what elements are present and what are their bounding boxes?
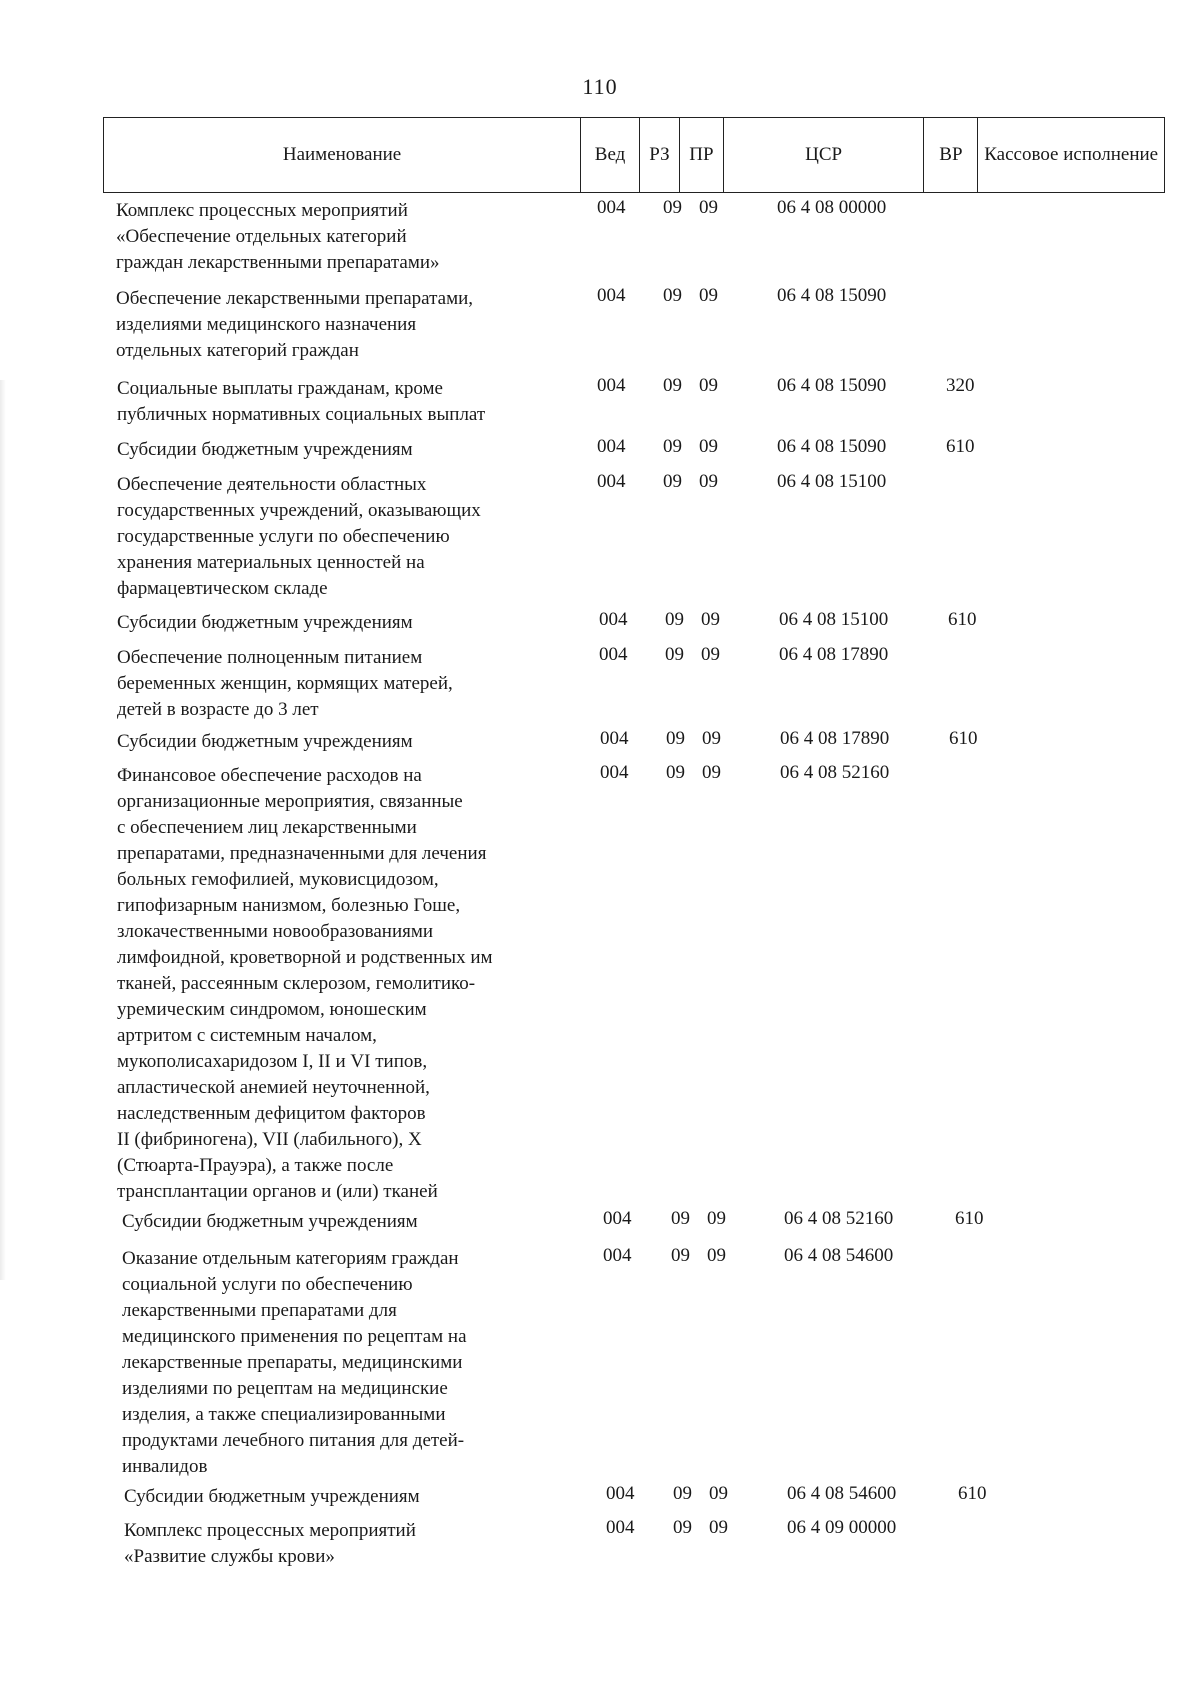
row-rz: 09 bbox=[666, 762, 685, 783]
row-ved: 004 bbox=[597, 197, 626, 218]
row-rz: 09 bbox=[666, 728, 685, 749]
row-rz: 09 bbox=[671, 1245, 690, 1266]
row-ved: 004 bbox=[597, 471, 626, 492]
row-pr: 09 bbox=[699, 471, 718, 492]
row-csr: 06 4 08 15090 bbox=[777, 436, 887, 457]
header-ved: Вед bbox=[581, 118, 640, 192]
row-csr: 06 4 08 17890 bbox=[780, 728, 890, 749]
row-vr: 610 bbox=[949, 728, 978, 749]
row-pr: 09 bbox=[699, 375, 718, 396]
row-csr: 06 4 08 15100 bbox=[777, 471, 887, 492]
row-ved: 004 bbox=[600, 762, 629, 783]
row-name: Субсидии бюджетным учреждениям bbox=[117, 731, 413, 752]
row-ved: 004 bbox=[599, 644, 628, 665]
header-sum: Кассовое исполнение bbox=[984, 144, 1159, 165]
row-pr: 09 bbox=[702, 728, 721, 749]
row-rz: 09 bbox=[663, 436, 682, 457]
header-rz: РЗ bbox=[640, 118, 680, 192]
row-pr: 09 bbox=[707, 1208, 726, 1229]
row-name: Комплекс процессных мероприятий «Развитие службы крови» bbox=[124, 1520, 416, 1567]
row-csr: 06 4 08 00000 bbox=[777, 197, 887, 218]
row-name: Субсидии бюджетным учреждениям bbox=[124, 1486, 420, 1507]
header-name: Наименование bbox=[104, 118, 581, 192]
row-name: Субсидии бюджетным учреждениям bbox=[122, 1211, 418, 1232]
row-vr: 320 bbox=[946, 375, 975, 396]
row-pr: 09 bbox=[699, 436, 718, 457]
row-ved: 004 bbox=[597, 285, 626, 306]
row-name: Обеспечение лекарственными препаратами, изделиями медицинского назначения отдельных категорий граждан bbox=[116, 288, 474, 361]
row-rz: 09 bbox=[673, 1483, 692, 1504]
row-name: Оказание отдельным категориям граждан социальной услуги по обеспечению лекарственными препаратами для медицинского применения по рецептам на лекарственные препараты, медицинскими изделиями по рецептам на медицинские изделия, а также специализированными продуктами лечебного питания для детей- инвалидов bbox=[122, 1248, 467, 1477]
row-vr: 610 bbox=[946, 436, 975, 457]
row-rz: 09 bbox=[671, 1208, 690, 1229]
row-name: Финансовое обеспечение расходов на организационные мероприятия, связанные с обеспечением лиц лекарственными препаратами, предназначенными для лечения больных гемофилией, муковисцидозом, гипофизарным нанизмом, болезнью Гоше, злокачественными новообразованиями лимфоидной, кроветворной и родственных им тканей, рассеянным склерозом, гемолитико- уремическим синдромом, юношеским артритом с системным началом, мукополисахаридозом I, II и VI типов, апластической анемией неуточненной, наследственным дефицитом факторов II (фибриногена), VII (лабильного), X (Стюарта-Прауэра), а также после трансплантации органов и (или) тканей bbox=[117, 765, 493, 1202]
header-csr: ЦСР bbox=[724, 118, 925, 192]
row-rz: 09 bbox=[665, 609, 684, 630]
row-vr: 610 bbox=[958, 1483, 987, 1504]
row-pr: 09 bbox=[709, 1483, 728, 1504]
row-ved: 004 bbox=[597, 436, 626, 457]
row-pr: 09 bbox=[701, 609, 720, 630]
row-pr: 09 bbox=[709, 1517, 728, 1538]
row-csr: 06 4 08 15100 bbox=[779, 609, 889, 630]
row-csr: 06 4 08 17890 bbox=[779, 644, 889, 665]
row-csr: 06 4 08 54600 bbox=[784, 1245, 894, 1266]
row-rz: 09 bbox=[665, 644, 684, 665]
header-pr: ПР bbox=[680, 118, 724, 192]
row-pr: 09 bbox=[699, 197, 718, 218]
row-pr: 09 bbox=[702, 762, 721, 783]
page-number: 110 bbox=[582, 74, 618, 99]
row-ved: 004 bbox=[597, 375, 626, 396]
row-name: Обеспечение полноценным питанием беременных женщин, кормящих матерей, детей в возрасте до 3 лет bbox=[117, 647, 453, 720]
row-rz: 09 bbox=[663, 375, 682, 396]
row-rz: 09 bbox=[663, 285, 682, 306]
row-name: Обеспечение деятельности областных государственных учреждений, оказывающих государственные услуги по обеспечению хранения материальных ценностей на фармацевтическом складе bbox=[117, 474, 481, 599]
row-csr: 06 4 08 15090 bbox=[777, 285, 887, 306]
row-ved: 004 bbox=[606, 1517, 635, 1538]
row-ved: 004 bbox=[606, 1483, 635, 1504]
row-csr: 06 4 08 52160 bbox=[780, 762, 890, 783]
row-csr: 06 4 08 15090 bbox=[777, 375, 887, 396]
row-csr: 06 4 08 52160 bbox=[784, 1208, 894, 1229]
row-csr: 06 4 09 00000 bbox=[787, 1517, 897, 1538]
row-name: Социальные выплаты гражданам, кроме публичных нормативных социальных выплат bbox=[117, 378, 486, 425]
row-ved: 004 bbox=[603, 1245, 632, 1266]
row-name: Комплекс процессных мероприятий «Обеспечение отдельных категорий граждан лекарственными препаратами» bbox=[116, 200, 440, 273]
row-csr: 06 4 08 54600 bbox=[787, 1483, 897, 1504]
row-vr: 610 bbox=[955, 1208, 984, 1229]
row-name: Субсидии бюджетным учреждениям bbox=[117, 439, 413, 460]
row-pr: 09 bbox=[699, 285, 718, 306]
header-vr: ВР bbox=[924, 118, 978, 192]
row-rz: 09 bbox=[673, 1517, 692, 1538]
row-ved: 004 bbox=[599, 609, 628, 630]
row-pr: 09 bbox=[707, 1245, 726, 1266]
row-name: Субсидии бюджетным учреждениям bbox=[117, 612, 413, 633]
row-ved: 004 bbox=[600, 728, 629, 749]
row-rz: 09 bbox=[663, 471, 682, 492]
row-rz: 09 bbox=[663, 197, 682, 218]
row-pr: 09 bbox=[701, 644, 720, 665]
row-ved: 004 bbox=[603, 1208, 632, 1229]
row-vr: 610 bbox=[948, 609, 977, 630]
